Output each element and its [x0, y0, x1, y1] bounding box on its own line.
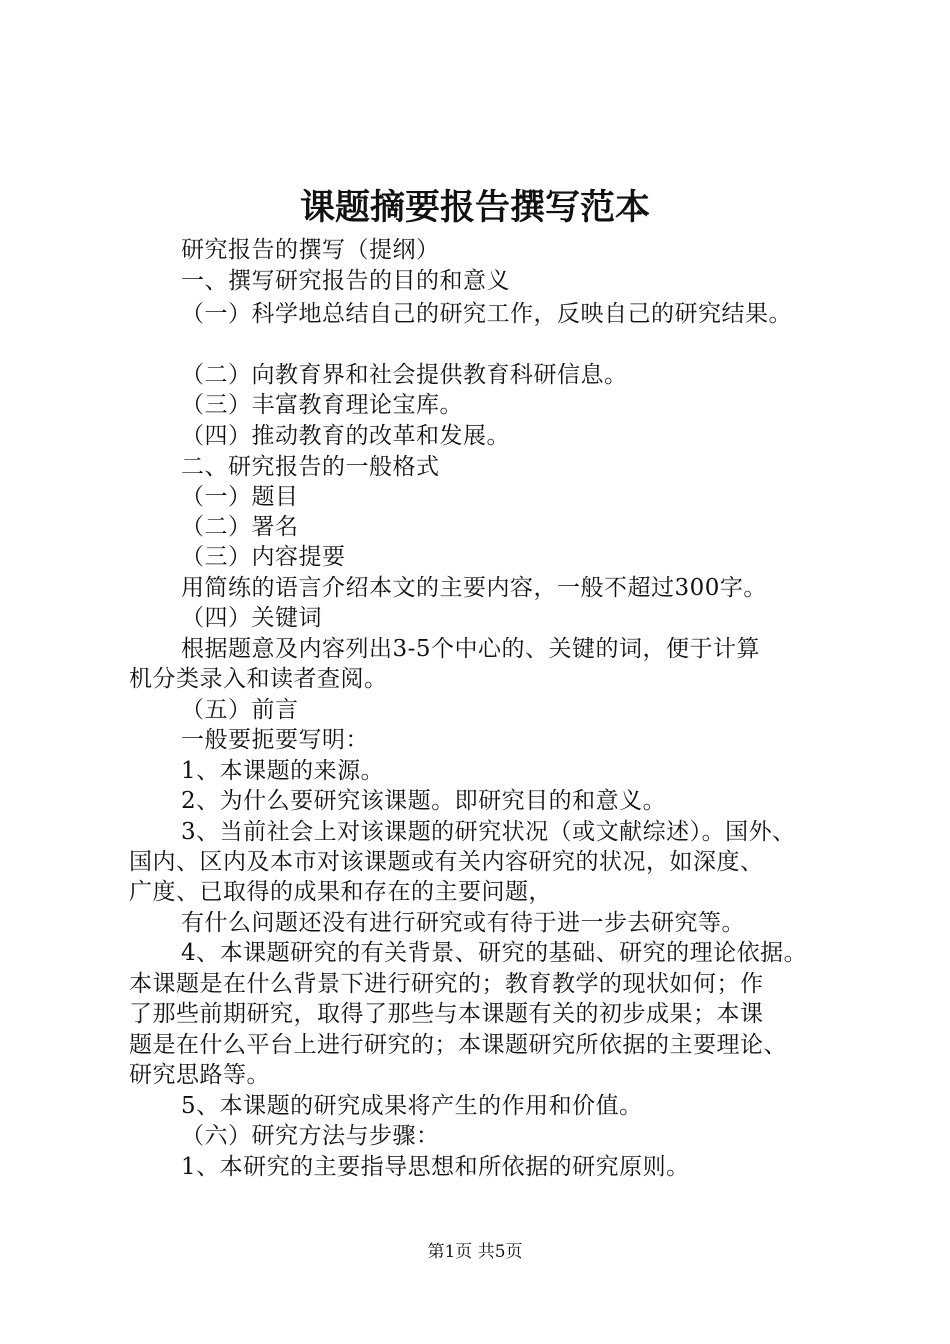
page-title: 课题摘要报告撰写范本 [299, 187, 650, 228]
body-line: 有什么问题还没有进行研究或有待于进一步去研究等。 [181, 910, 745, 936]
body-line: 题是在什么平台上进行研究的；本课题研究所依据的主要理论、 [129, 1032, 787, 1058]
body-line: 二、研究报告的一般格式 [181, 454, 440, 480]
body-line: （三）丰富教育理论宝库。 [181, 392, 463, 418]
body-line: （三）内容提要 [181, 544, 346, 570]
body-line: （二）署名 [181, 514, 299, 540]
body-line: （四）推动教育的改革和发展。 [181, 423, 510, 449]
body-line: 广度、已取得的成果和存在的主要问题， [129, 879, 552, 905]
body-line: 机分类录入和读者查阅。 [129, 666, 388, 692]
body-line: 3、当前社会上对该课题的研究状况（或文献综述）。国外、 [181, 819, 796, 845]
body-line: 2、为什么要研究该课题。即研究目的和意义。 [181, 788, 667, 814]
body-line: 4、本课题研究的有关背景、研究的基础、研究的理论依据。 [181, 940, 808, 966]
page-footer: 第1页 共5页 [427, 1242, 523, 1262]
body-line: 1、本课题的来源。 [181, 758, 385, 784]
body-line: 一般要扼要写明： [181, 727, 369, 753]
body-line: （二）向教育界和社会提供教育科研信息。 [181, 362, 628, 388]
body-line: 研究报告的撰写（提纲） [181, 237, 440, 263]
body-line: （一）题目 [181, 484, 299, 510]
body-line: （四）关键词 [181, 605, 322, 631]
body-line: 根据题意及内容列出3-5个中心的、关键的词，便于计算 [181, 636, 761, 662]
body-line: 1、本研究的主要指导思想和所依据的研究原则。 [181, 1154, 690, 1180]
body-line: 一、撰写研究报告的目的和意义 [181, 268, 510, 294]
body-line: （六）研究方法与步骤： [181, 1123, 440, 1149]
body-line: 5、本课题的研究成果将产生的作用和价值。 [181, 1093, 643, 1119]
body-line: 国内、区内及本市对该课题或有关内容研究的状况，如深度、 [129, 849, 764, 875]
body-line: （一）科学地总结自己的研究工作，反映自己的研究结果。 [181, 301, 792, 327]
body-line: 了那些前期研究，取得了那些与本课题有关的初步成果；本课 [129, 1001, 764, 1027]
body-line: 研究思路等。 [129, 1062, 270, 1088]
body-line: （五）前言 [181, 697, 299, 723]
body-line: 用简练的语言介绍本文的主要内容，一般不超过300字。 [181, 575, 767, 601]
body-line: 本课题是在什么背景下进行研究的；教育教学的现状如何；作 [129, 971, 764, 997]
